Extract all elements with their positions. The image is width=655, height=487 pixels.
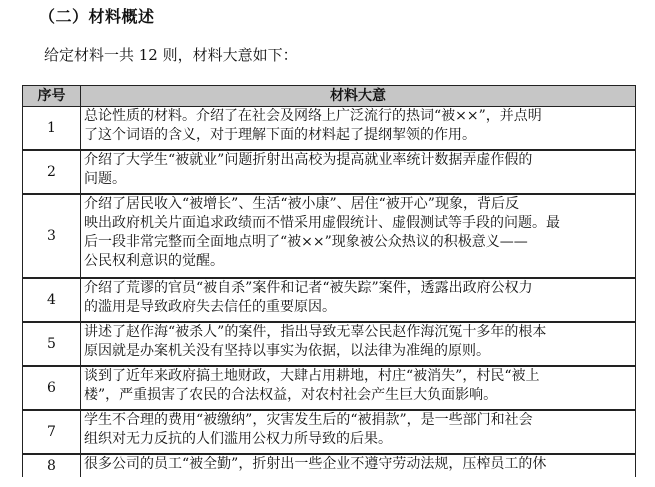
table-row	[23, 411, 635, 455]
table-row	[23, 279, 635, 323]
row-summary: 谈到了近年来政府搞土地财政，大肆占用耕地，村庄“被消失”，村民“被上 楼”，严重损害了农民的合法权益，对农村社会产生巨大负面影响。	[84, 368, 540, 403]
row-number: 1	[23, 107, 81, 149]
section-title: （二）材料概述	[39, 7, 155, 26]
table-row	[23, 107, 635, 151]
table-row	[23, 455, 635, 477]
header-number: 序号	[23, 86, 81, 106]
row-summary: 介绍了荒谬的官员“被自杀”案件和记者“被失踪”案件，透露出政府公权力 的滥用是导致政府失去信任的重要原因。	[84, 280, 533, 315]
row-summary: 学生不合理的费用“被缴纳”，灾害发生后的“被捐款”，是一些部门和社会 组织对无力反抗的人们滥用公权力所导致的后果。	[84, 412, 533, 447]
row-number: 2	[23, 151, 81, 193]
header-summary: 材料大意	[330, 88, 386, 104]
row-number: 5	[23, 323, 81, 365]
table-row	[23, 151, 635, 195]
row-number: 8	[23, 455, 81, 477]
row-number: 4	[23, 279, 81, 321]
table-header-row	[23, 86, 635, 107]
table-row	[23, 323, 635, 367]
row-summary: 很多公司的员工“被全勤”，折射出一些企业不遵守劳动法规，压榨员工的休	[84, 456, 547, 472]
table-row	[23, 367, 635, 411]
intro-text: 给定材料一共 12 则，材料大意如下：	[44, 46, 298, 64]
row-number: 3	[23, 195, 81, 277]
row-summary: 介绍了大学生“被就业”问题折射出高校为提高就业率统计数据弄虚作假的 问题。	[84, 152, 533, 187]
row-number: 6	[23, 367, 81, 409]
row-number: 7	[23, 411, 81, 453]
row-summary: 总论性质的材料。介绍了在社会及网络上广泛流行的热词“被××”，并点明 了这个词语的含义，对于理解下面的材料起了提纲挈领的作用。	[84, 108, 542, 143]
row-summary: 介绍了居民收入“被增长”、生活“被小康”、居住“被开心”现象，背后反 映出政府机关片面追求政绩而不惜采用虚假统计、虚假测试等手段的问题。最 后一段非常完整而全面地点明了“被××”现象被公众热议的积极意义—— 公民权利意识的觉醒。	[84, 196, 560, 269]
materials-table	[22, 85, 636, 477]
table-row	[23, 195, 635, 279]
row-summary: 讲述了赵作海“被杀人”的案件，指出导致无辜公民赵作海沉冤十多年的根本 原因就是办案机关没有坚持以事实为依据，以法律为准绳的原则。	[84, 324, 547, 359]
